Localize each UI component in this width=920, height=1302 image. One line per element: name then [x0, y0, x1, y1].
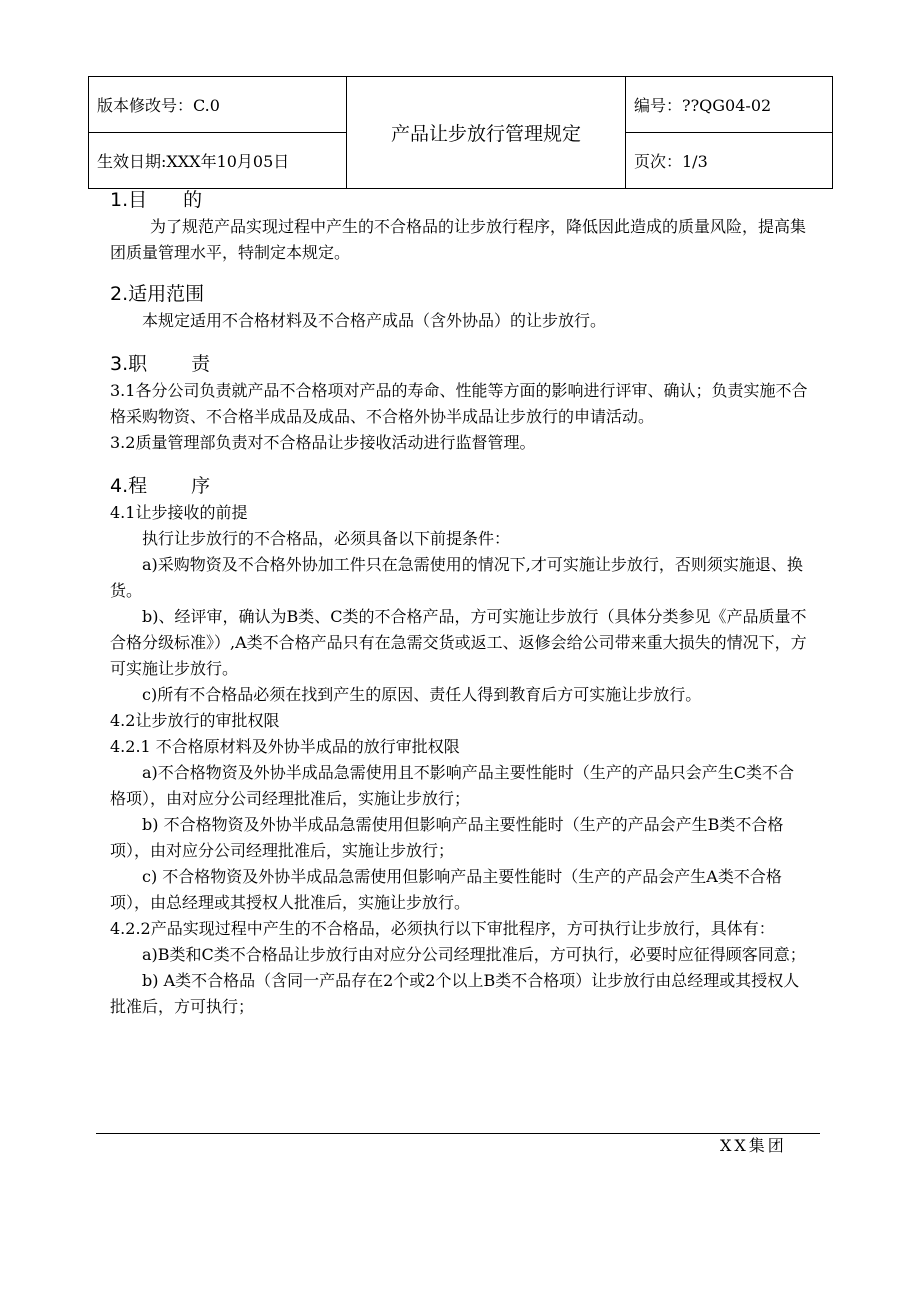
- section-4-2-2-item-b: b) A类不合格品（含同一产品存在2个或2个以上B类不合格项）让步放行由总经理或其授权人批准后，方可执行；: [110, 971, 800, 1016]
- footer-organization: XX集团: [720, 1136, 787, 1155]
- section-2-paragraph: 本规定适用不合格材料及不合格产成品（含外协品）的让步放行。: [142, 311, 607, 330]
- section-2-heading: 2.适用范围: [110, 283, 205, 305]
- section-4-1-intro: 执行让步放行的不合格品，必须具备以下前提条件：: [142, 529, 511, 548]
- section-4-2-1-heading: 4.2.1 不合格原材料及外协半成品的放行审批权限: [110, 737, 460, 756]
- page-number-cell: 页次：1/3: [626, 133, 833, 189]
- section-4-1-heading: 4.1让步接收的前提: [110, 503, 248, 522]
- section-4-2-2-item-a: a)B类和C类不合格品让步放行由对应分公司经理批准后，方可执行，必要时应征得顾客同意；: [142, 945, 806, 964]
- section-1-heading: 1.目 的: [110, 189, 203, 211]
- document-title: 产品让步放行管理规定: [347, 77, 626, 189]
- document-body: [110, 186, 810, 1020]
- section-4-2-2-heading: 4.2.2产品实现过程中产生的不合格品，必须执行以下审批程序，方可执行让步放行，具体有：: [110, 919, 775, 938]
- footer-divider: [96, 1133, 820, 1134]
- section-4-2-1-item-c: c) 不合格物资及外协半成品急需使用但影响产品主要性能时（生产的产品会产生A类不合格项），由总经理或其授权人批准后，实施让步放行。: [110, 867, 782, 912]
- version-cell: 版本修改号：C.0: [89, 77, 347, 133]
- section-4-1-item-a: a)采购物资及不合格外协加工件只在急需使用的情况下,才可实施让步放行，否则须实施退、换货。: [110, 555, 803, 600]
- section-4-2-1-item-a: a)不合格物资及外协半成品急需使用且不影响产品主要性能时（生产的产品只会产生C类不合格项），由对应分公司经理批准后，实施让步放行；: [110, 763, 795, 808]
- document-code-cell: 编号：??QG04-02: [626, 77, 833, 133]
- section-4-2-heading: 4.2让步放行的审批权限: [110, 711, 280, 730]
- section-4-1-item-b: b)、经评审，确认为B类、C类的不合格产品，方可实施让步放行（具体分类参见《产品质量不合格分级标准》）,A类不合格产品只有在急需交货或返工、返修会给公司带来重大损失的情况下，方可实施让步放行。: [110, 607, 807, 678]
- section-3-heading: 3.职 责: [110, 353, 211, 375]
- document-header-table: [88, 76, 833, 189]
- section-3-1-paragraph: 3.1各分公司负责就产品不合格项对产品的寿命、性能等方面的影响进行评审、确认；负责实施不合格采购物资、不合格半成品及成品、不合格外协半成品让步放行的申请活动。: [110, 381, 808, 426]
- section-4-2-1-item-b: b) 不合格物资及外协半成品急需使用但影响产品主要性能时（生产的产品会产生B类不合格项），由对应分公司经理批准后，实施让步放行；: [110, 815, 784, 860]
- section-4-heading: 4.程 序: [110, 475, 211, 497]
- section-4-1-item-c: c)所有不合格品必须在找到产生的原因、责任人得到教育后方可实施让步放行。: [142, 685, 702, 704]
- section-3-2-paragraph: 3.2质量管理部负责对不合格品让步接收活动进行监督管理。: [110, 433, 536, 452]
- section-1-paragraph: 为了规范产品实现过程中产生的不合格品的让步放行程序，降低因此造成的质量风险，提高集团质量管理水平，特制定本规定。: [110, 217, 807, 262]
- effective-date-cell: 生效日期:XXX年10月05日: [89, 133, 347, 189]
